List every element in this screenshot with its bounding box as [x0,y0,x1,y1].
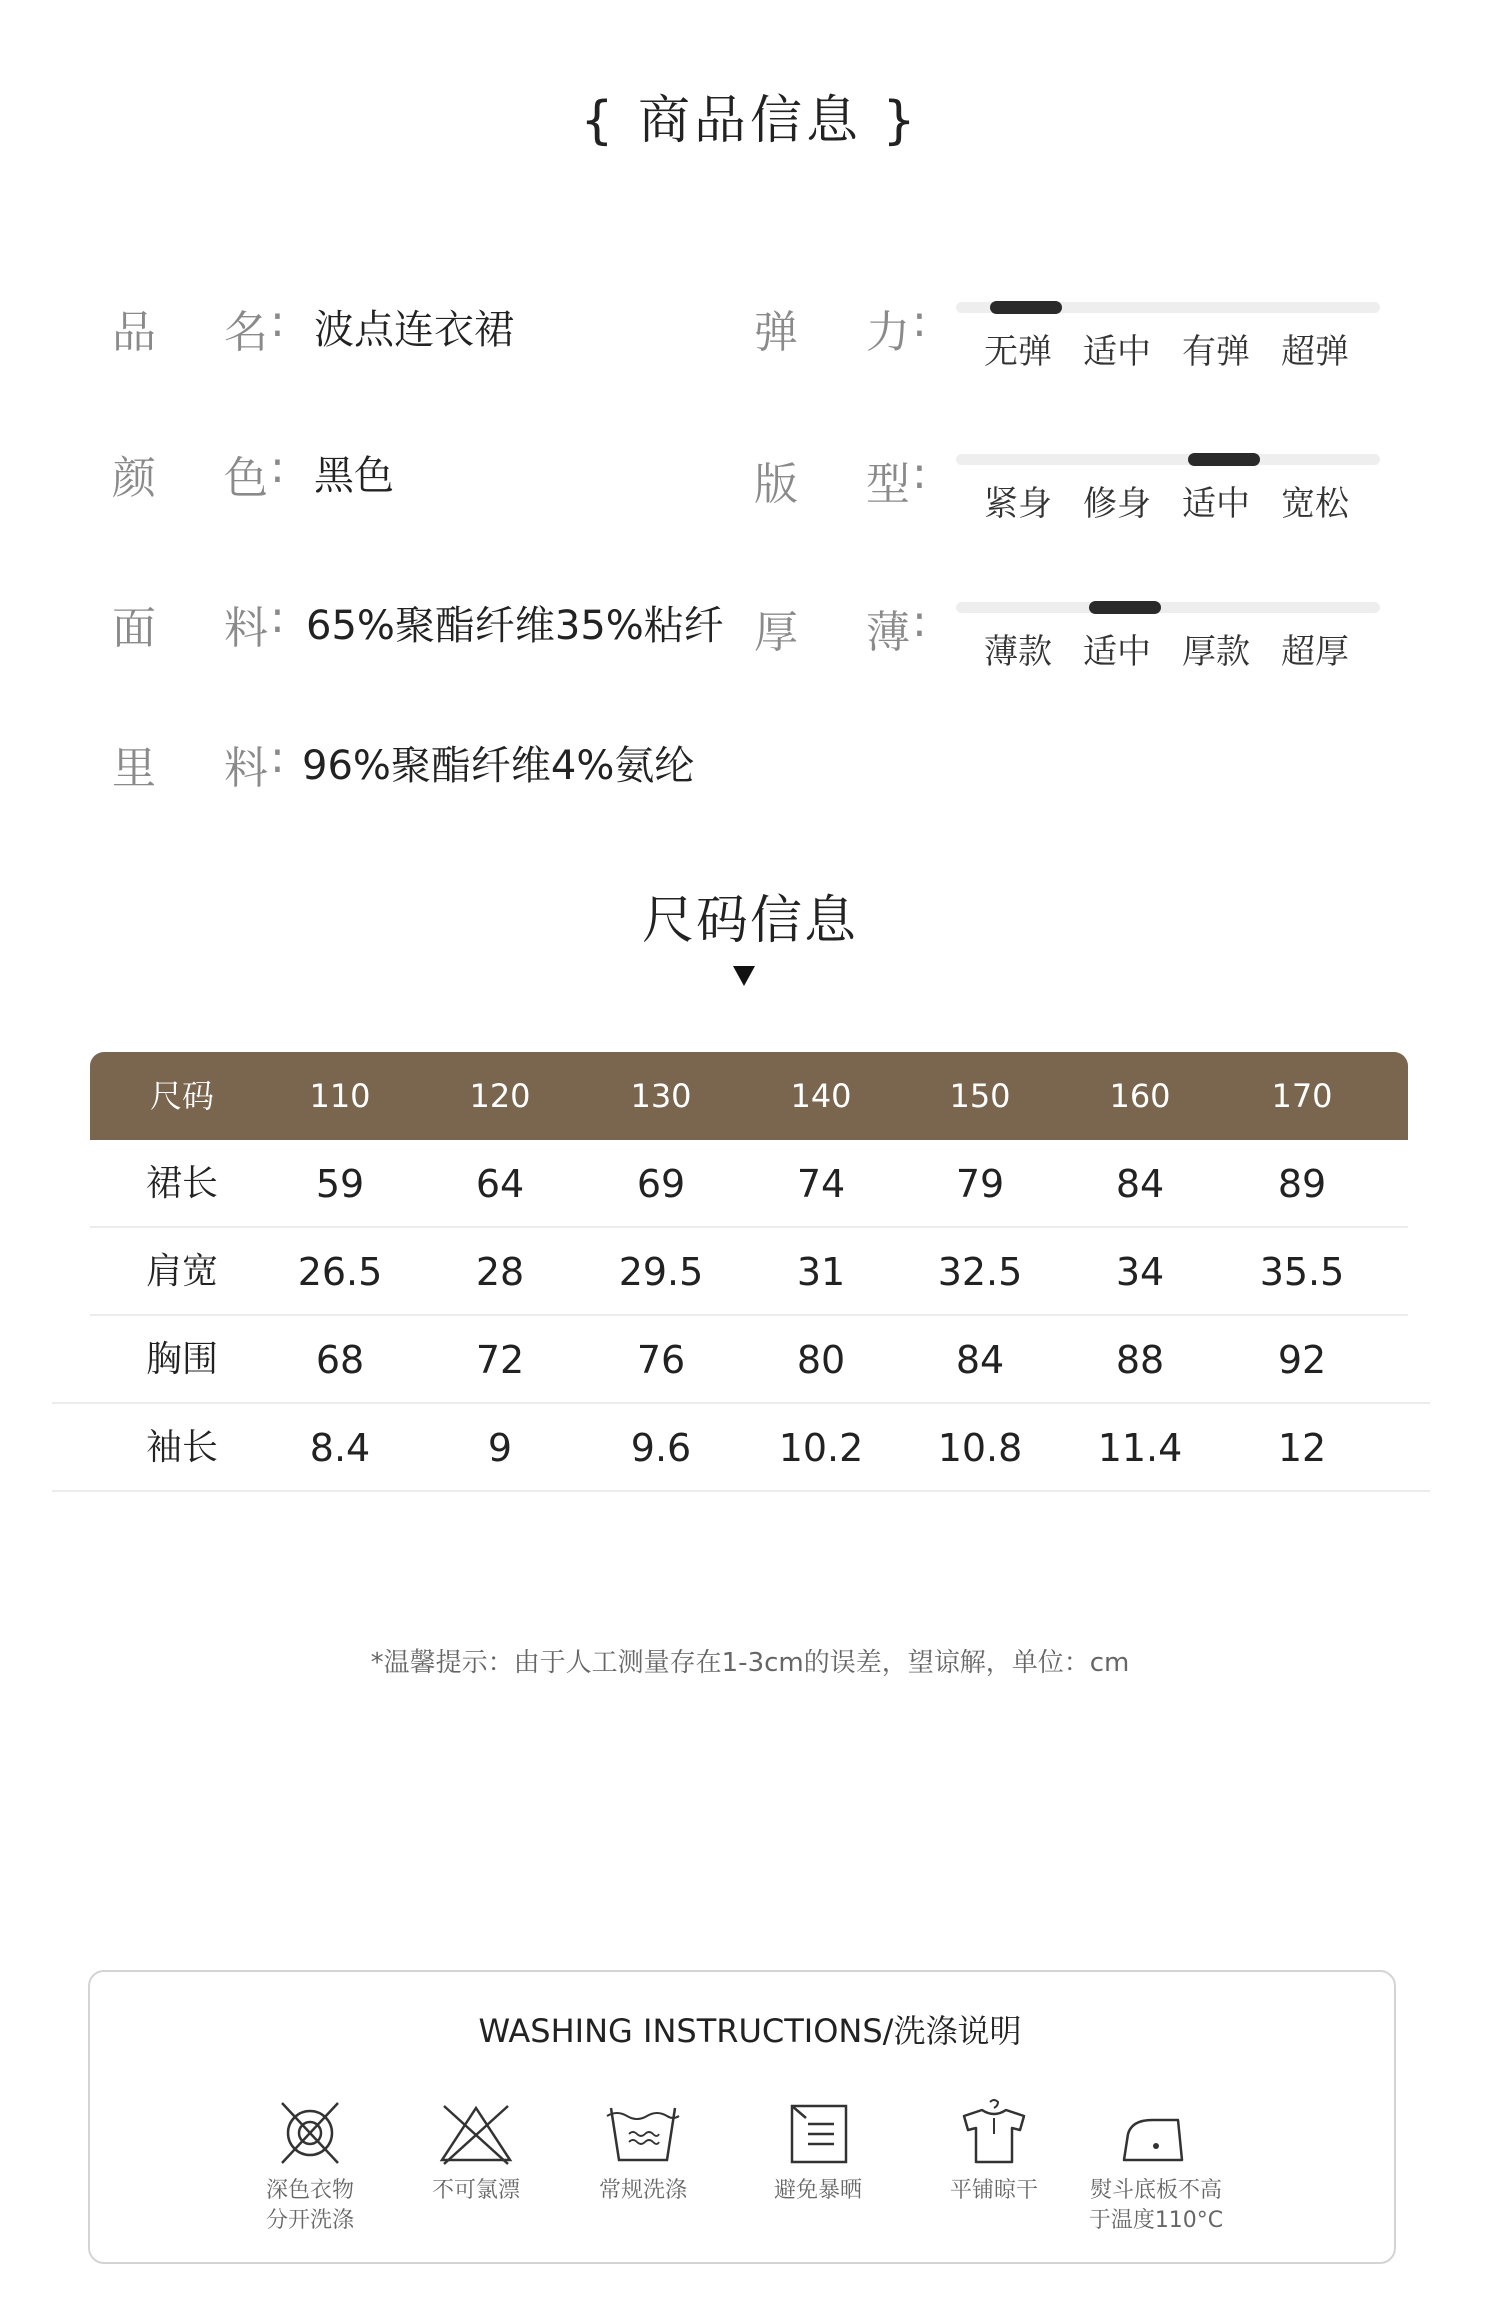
row-label: 袖长 [145,1427,218,1468]
table-cell: 26.5 [297,1250,383,1294]
label-colon: : [270,296,285,347]
scale-option: 修身 [1083,484,1151,524]
scale-marker [1188,453,1260,466]
size-table-header [90,1052,1408,1140]
no-bleach-icon [436,2098,516,2168]
fabric-value: 65%聚酯纤维35%粘纤 [306,603,724,649]
table-cell: 11.4 [1097,1426,1183,1470]
header-cell: 120 [469,1077,531,1115]
wash-item [914,2098,1074,2206]
wash-item [396,2098,556,2206]
product-name-value: 波点连衣裙 [314,307,514,353]
wash-label: 熨斗底板不高 [1089,2178,1222,2203]
table-cell: 84 [955,1338,1005,1382]
table-cell: 79 [955,1162,1005,1206]
scale-option: 薄款 [984,632,1052,672]
flat-dry-icon [954,2098,1034,2168]
label-char: 颜 [112,453,156,504]
color-value: 黑色 [314,453,394,499]
scale-option: 紧身 [984,484,1052,524]
lining-value: 96%聚酯纤维4%氨纶 [302,743,695,789]
table-row [0,1140,1500,1228]
page-title: { 商品信息 } [580,91,920,151]
label-char: 名 [224,307,268,358]
table-cell: 35.5 [1259,1250,1345,1294]
wash-label: 避免暴晒 [773,2178,862,2203]
label-char: 料 [224,743,268,794]
table-cell: 31 [796,1250,846,1294]
wash-label: 平铺晾干 [949,2178,1038,2203]
row-label: 胸围 [145,1339,218,1380]
avoid-sun-icon [778,2098,858,2168]
wash-label: 常规洗涤 [598,2178,687,2203]
table-row [0,1316,1500,1404]
header-cell: 140 [790,1077,852,1115]
wash-item [1076,2098,1236,2236]
table-cell: 9.6 [630,1426,692,1470]
wash-item [738,2098,898,2206]
table-cell: 92 [1277,1338,1327,1382]
wash-label: 分开洗涤 [265,2208,354,2233]
scale-option: 无弹 [984,332,1052,372]
header-cell: 150 [949,1077,1011,1115]
wash-label: 不可氯漂 [431,2178,520,2203]
scale-option: 超厚 [1281,632,1349,672]
table-cell: 89 [1277,1162,1327,1206]
normal-wash-icon [603,2098,683,2168]
header-cell: 110 [309,1077,371,1115]
wash-label: 于温度110°C [1088,2208,1224,2233]
label-char: 品 [112,307,156,358]
table-cell: 59 [315,1162,365,1206]
table-row [0,1404,1500,1492]
down-triangle-icon [733,966,755,986]
label-colon: : [270,442,285,493]
scale-option: 宽松 [1281,484,1349,524]
table-cell: 68 [315,1338,365,1382]
scale-track [956,454,1380,465]
washing-title: WASHING INSTRUCTIONS/洗涤说明 [478,2012,1022,2050]
table-cell: 12 [1277,1426,1327,1470]
table-cell: 69 [636,1162,686,1206]
label-char: 厚 [754,607,798,658]
scale-option: 厚款 [1182,632,1250,672]
label-char: 色 [224,453,268,504]
separate-dark-wash-icon [270,2098,350,2168]
table-cell: 88 [1115,1338,1165,1382]
table-cell: 29.5 [618,1250,704,1294]
label-char: 里 [112,743,156,794]
scale-option: 适中 [1182,484,1250,524]
label-char: 弹 [754,307,798,358]
table-cell: 10.8 [937,1426,1023,1470]
scale-option: 适中 [1083,632,1151,672]
scale-option: 超弹 [1281,332,1349,372]
table-cell: 32.5 [937,1250,1023,1294]
row-label: 裙长 [145,1163,218,1204]
table-row [0,1228,1500,1316]
scale-track [956,602,1380,613]
label-char: 料 [224,603,268,654]
wash-item [230,2098,390,2236]
label-char: 型 [866,459,910,510]
iron-low-icon [1116,2098,1196,2168]
label-char: 力 [866,307,910,358]
size-info-title: 尺码信息 [641,891,858,951]
scale-option: 有弹 [1182,332,1250,372]
wash-label: 深色衣物 [265,2178,354,2203]
table-cell: 80 [796,1338,846,1382]
measurement-tip: *温馨提示：由于人工测量存在1-3cm的误差，望谅解，单位：cm [370,1648,1130,1678]
scale-marker [1089,601,1161,614]
table-cell: 9 [487,1426,513,1470]
header-cell: 尺码 [149,1077,214,1115]
table-cell: 34 [1115,1250,1165,1294]
label-colon: : [270,592,285,643]
header-cell: 170 [1271,1077,1333,1115]
table-cell: 74 [796,1162,846,1206]
table-cell: 10.2 [778,1426,864,1470]
table-cell: 64 [475,1162,525,1206]
wash-item [563,2098,723,2206]
label-colon: : [270,732,285,783]
header-cell: 160 [1109,1077,1171,1115]
label-char: 面 [112,603,156,654]
label-char: 版 [754,459,798,510]
header-cell: 130 [630,1077,692,1115]
table-cell: 84 [1115,1162,1165,1206]
scale-marker [990,301,1062,314]
label-colon: : [912,448,927,499]
scale-option: 适中 [1083,332,1151,372]
row-label: 肩宽 [145,1251,218,1292]
table-cell: 28 [475,1250,525,1294]
label-colon: : [912,596,927,647]
table-cell: 76 [636,1338,686,1382]
table-cell: 8.4 [309,1426,371,1470]
label-colon: : [912,296,927,347]
table-cell: 72 [475,1338,525,1382]
label-char: 薄 [866,607,910,658]
